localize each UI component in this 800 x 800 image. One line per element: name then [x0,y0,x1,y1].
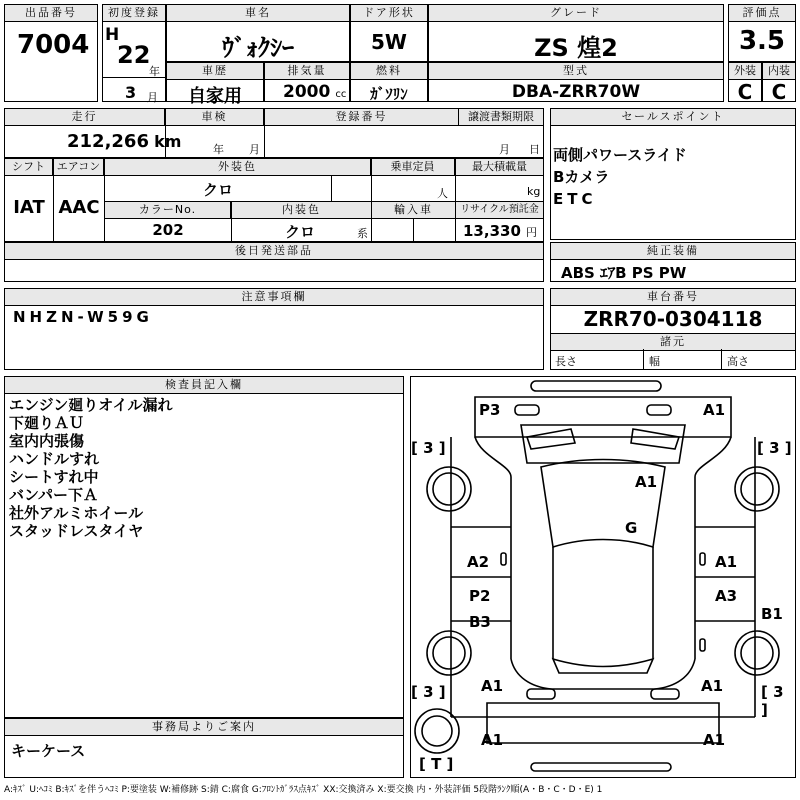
model-code: DBA-ZRR70W [511,82,641,102]
grade: ZS 煌2 [534,34,618,62]
first-registration-cell [102,4,166,102]
tire-mark: [ 3 ] [761,683,784,719]
interior-cell [762,62,796,102]
exterior-cell [728,62,762,102]
damage-mark: A1 [703,401,726,419]
capacity-unit: 人 [437,187,448,200]
chassis-label: 車台番号 [551,289,795,306]
shift-label: シフト [5,159,53,176]
month-unit: 月 [147,91,158,104]
grade-label: グレード [429,5,723,22]
model-cell [428,62,724,102]
car-name-cell [166,4,350,62]
score-label: 評価点 [729,5,795,22]
specs-label: 諸元 [551,333,795,351]
inspector-note: スタッドレスタイヤ [9,522,144,540]
exterior-label: 外装 [729,63,761,80]
inspector-note: 下廻りＡＵ [9,414,85,432]
sales-point: Bカメラ [553,168,610,186]
damage-mark: A3 [715,587,738,605]
damage-mark: A1 [703,731,726,749]
mileage-unit: km [154,132,182,151]
mileage-label: 走行 [5,109,165,126]
mileage: 212,266 [67,131,149,152]
car-outline [411,377,795,777]
later-parts-label: 後日発送部品 [5,243,543,260]
month: 3 [125,83,137,102]
recycle-label: リサイクル預託金 [456,202,543,219]
displacement: 2000 [283,82,331,102]
later-parts-cell [4,242,544,282]
displacement-cell [264,62,350,102]
office-note-cell [4,718,404,778]
exterior-grade: C [737,80,753,104]
inspection-year-unit: 年 [213,143,224,156]
inspector-note: ハンドルすれ [9,450,100,468]
sales-point: ETC [553,190,597,208]
capacity-label: 乗車定員 [371,159,455,176]
mileage-row [4,108,544,158]
fuel-label: 燃料 [351,63,427,80]
damage-mark: B3 [469,613,491,631]
lot-number: 7004 [17,30,90,60]
inspector-note: シートすれ中 [9,468,99,486]
damage-mark: P2 [469,587,491,605]
car-name-label: 車名 [167,5,349,22]
ac: AAC [58,197,100,218]
equipment-label: 純正装備 [551,243,795,260]
equipment: ABS ｴｱB PS PW [561,264,687,282]
inspection-label: 車検 [166,109,264,126]
damage-mark: P3 [479,401,501,419]
damage-mark: B1 [761,605,783,623]
registration-label: 登録番号 [265,109,459,126]
damage-mark: A1 [481,731,504,749]
max-load-unit: kg [527,185,541,198]
damage-mark: G [625,519,638,537]
inspection-month-unit: 月 [249,143,260,156]
lot-number-cell [4,4,98,102]
caution-cell [4,288,544,370]
inspector-note: 社外アルミホイール [9,504,144,522]
displacement-unit: cc [335,89,347,100]
caution-text: NHZN-W59G [13,308,153,326]
door-type: 5W [371,30,407,54]
grade-cell [428,4,724,62]
sales-points-list [551,126,795,210]
color-number-label: カラーNo. [105,202,231,219]
history: 自家用 [188,86,242,107]
interior-grade: C [771,80,787,104]
inspector-note: バンパー下Ａ [9,486,98,504]
max-load-label: 最大積載量 [456,159,543,176]
inspector-notes-cell [4,376,404,718]
transfer-day-unit: 日 [529,143,540,156]
recycle-unit: 円 [525,226,537,239]
displacement-label: 排気量 [265,63,349,80]
interior-color-unit: 系 [357,227,368,240]
year: 22 [117,41,151,69]
office-note: キーケース [11,742,86,760]
tire-mark: [ 3 ] [411,683,446,701]
tire-mark: [ 3 ] [757,439,792,457]
sales-points-cell [550,108,796,240]
chassis-number: ZRR70-0304118 [583,307,763,331]
office-note-label: 事務局よりご案内 [5,719,403,736]
year-unit: 年 [149,65,160,78]
score: 3.5 [738,26,786,56]
inspector-notes-list [5,394,403,540]
transfer-month-unit: 月 [499,143,510,156]
history-label: 車歴 [167,63,263,80]
caution-label: 注意事項欄 [5,289,543,306]
ac-label: エアコン [54,159,104,176]
sales-points-label: セールスポイント [551,109,795,126]
shift: IAT [13,197,45,218]
color-label: 外装色 [105,159,371,176]
fuel: ｶﾞｿﾘﾝ [370,85,408,103]
model-label: 型式 [429,63,723,80]
inspector-note: エンジン廻りオイル漏れ [9,396,173,414]
door-cell [350,4,428,62]
damage-mark: A1 [481,677,504,695]
chassis-cell [550,288,796,370]
equipment-cell [550,242,796,282]
damage-mark: A1 [635,473,658,491]
history-cell [166,62,264,107]
interior-label: 内装 [763,63,795,80]
tire-mark: [ 3 ] [411,439,446,457]
height-label: 高さ [727,355,749,368]
width-label: 幅 [649,355,660,368]
color-number: 202 [152,221,184,239]
sales-point: 両側パワースライド [553,146,687,164]
interior-color: クロ [285,223,316,241]
inspector-note: 室内内張傷 [9,432,85,450]
legend: A:ｷｽﾞ U:ﾍｺﾐ B:ｷｽﾞを伴うﾍｺﾐ P:要塗装 W:補修跡 S:錆 C:腐食 G:ﾌﾛﾝﾄｶﾞﾗｽ点ｷｽﾞ XX:交換済み X:要交換 内・外装評価 5段階ﾗﾝｸ順(A・B・C・D・E) 1 [4,785,603,795]
spare-tire-mark: [ T ] [419,755,454,773]
import-label: 輸入車 [372,202,455,219]
recycle-fee: 13,330 [463,222,521,240]
era: H [105,25,120,45]
transfer-deadline-label: 譲渡書類期限 [459,109,543,126]
lot-number-label: 出品番号 [5,5,97,22]
length-label: 長さ [555,355,577,368]
interior-color-label: 内装色 [232,202,371,219]
door-label: ドア形状 [351,5,427,22]
inspector-notes-label: 検査員記入欄 [5,377,403,394]
damage-mark: A1 [701,677,724,695]
exterior-color: クロ [202,181,233,199]
score-cell [728,4,796,62]
first-registration-label: 初度登録 [103,5,165,22]
car-name: ｳﾞｫｸｼｰ [222,34,294,62]
damage-mark: A2 [467,553,490,571]
fuel-cell [350,62,428,102]
damage-mark: A1 [715,553,738,571]
vehicle-details [4,158,544,242]
damage-diagram [410,376,796,778]
